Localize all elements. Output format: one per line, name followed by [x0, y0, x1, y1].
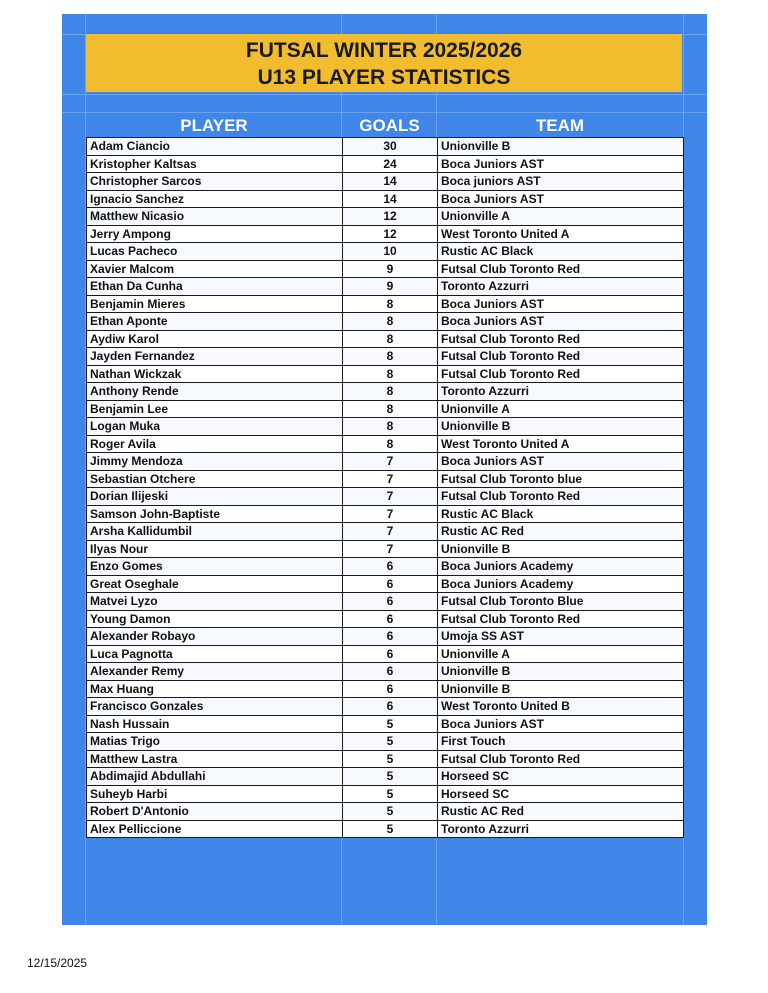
goals-cell: 5 [343, 768, 438, 786]
goals-cell: 5 [343, 820, 438, 838]
player-name-cell: Ethan Aponte [87, 313, 343, 331]
player-name-cell: Matthew Lastra [87, 750, 343, 768]
goals-cell: 14 [343, 173, 438, 191]
team-name-cell: Rustic AC Red [438, 523, 684, 541]
column-header-team: TEAM [535, 116, 585, 135]
goals-cell: 6 [343, 680, 438, 698]
team-name-cell: Futsal Club Toronto Red [438, 750, 684, 768]
team-name-cell: Rustic AC Black [438, 243, 684, 261]
table-row [87, 750, 684, 768]
player-name-cell: Xavier Malcom [87, 260, 343, 278]
goals-cell: 7 [343, 540, 438, 558]
player-name-cell: Matthew Nicasio [87, 208, 343, 226]
table-row [87, 715, 684, 733]
title-line-2: U13 PLAYER STATISTICS [257, 66, 511, 89]
table-row [87, 348, 684, 366]
goals-cell: 5 [343, 803, 438, 821]
player-name-cell: Benjamin Mieres [87, 295, 343, 313]
team-name-cell: Unionville A [438, 400, 684, 418]
team-name-cell: West Toronto United B [438, 698, 684, 716]
player-name-cell: Adam Ciancio [87, 138, 343, 156]
team-name-cell: Boca Juniors Academy [438, 558, 684, 576]
goals-cell: 8 [343, 295, 438, 313]
goals-cell: 7 [343, 488, 438, 506]
table-row [87, 225, 684, 243]
team-name-cell: West Toronto United A [438, 435, 684, 453]
player-name-cell: Alexander Robayo [87, 628, 343, 646]
table-header [86, 115, 682, 137]
goals-cell: 6 [343, 663, 438, 681]
goals-cell: 24 [343, 155, 438, 173]
table-row [87, 680, 684, 698]
goals-cell: 7 [343, 470, 438, 488]
table-row [87, 733, 684, 751]
table-row [87, 663, 684, 681]
table-row [87, 208, 684, 226]
goals-cell: 6 [343, 593, 438, 611]
table-row [87, 243, 684, 261]
team-name-cell: Futsal Club Toronto Red [438, 330, 684, 348]
table-row [87, 645, 684, 663]
stats-table [86, 137, 684, 838]
table-row [87, 365, 684, 383]
table-row [87, 803, 684, 821]
team-name-cell: Toronto Azzurri [438, 383, 684, 401]
player-name-cell: Dorian Ilijeski [87, 488, 343, 506]
player-name-cell: Robert D'Antonio [87, 803, 343, 821]
table-row [87, 593, 684, 611]
player-name-cell: Suheyb Harbi [87, 785, 343, 803]
goals-cell: 14 [343, 190, 438, 208]
table-row [87, 313, 684, 331]
player-name-cell: Jimmy Mendoza [87, 453, 343, 471]
table-row [87, 138, 684, 156]
player-name-cell: Logan Muka [87, 418, 343, 436]
goals-cell: 7 [343, 453, 438, 471]
player-name-cell: Christopher Sarcos [87, 173, 343, 191]
player-name-cell: Samson John-Baptiste [87, 505, 343, 523]
player-name-cell: Kristopher Kaltsas [87, 155, 343, 173]
goals-cell: 7 [343, 505, 438, 523]
table-row [87, 505, 684, 523]
player-name-cell: Sebastian Otchere [87, 470, 343, 488]
team-name-cell: Futsal Club Toronto Red [438, 365, 684, 383]
player-name-cell: Great Oseghale [87, 575, 343, 593]
table-row [87, 295, 684, 313]
team-name-cell: Unionville A [438, 645, 684, 663]
grid-line [62, 94, 707, 95]
goals-cell: 5 [343, 733, 438, 751]
team-name-cell: Unionville B [438, 138, 684, 156]
table-row [87, 575, 684, 593]
player-name-cell: Ethan Da Cunha [87, 278, 343, 296]
team-name-cell: Futsal Club Toronto Blue [438, 593, 684, 611]
goals-cell: 8 [343, 330, 438, 348]
team-name-cell: Boca Juniors AST [438, 190, 684, 208]
goals-cell: 6 [343, 698, 438, 716]
player-name-cell: Enzo Gomes [87, 558, 343, 576]
player-name-cell: Roger Avila [87, 435, 343, 453]
team-name-cell: Unionville A [438, 208, 684, 226]
player-name-cell: Matvei Lyzo [87, 593, 343, 611]
team-name-cell: Horseed SC [438, 768, 684, 786]
column-header-player: PLAYER [180, 116, 248, 135]
table-row [87, 418, 684, 436]
goals-cell: 8 [343, 365, 438, 383]
player-name-cell: Francisco Gonzales [87, 698, 343, 716]
column-header-goals: GOALS [359, 116, 420, 135]
team-name-cell: First Touch [438, 733, 684, 751]
goals-cell: 30 [343, 138, 438, 156]
stats-table-body [87, 138, 684, 838]
player-name-cell: Nash Hussain [87, 715, 343, 733]
goals-cell: 8 [343, 418, 438, 436]
goals-cell: 6 [343, 628, 438, 646]
table-row [87, 820, 684, 838]
team-name-cell: Boca Juniors AST [438, 155, 684, 173]
player-name-cell: Alexander Remy [87, 663, 343, 681]
team-name-cell: Rustic AC Red [438, 803, 684, 821]
table-row [87, 785, 684, 803]
table-row [87, 558, 684, 576]
player-name-cell: Alex Pelliccione [87, 820, 343, 838]
team-name-cell: Boca juniors AST [438, 173, 684, 191]
goals-cell: 5 [343, 715, 438, 733]
goals-cell: 6 [343, 610, 438, 628]
grid-line [62, 112, 707, 113]
team-name-cell: Boca Juniors AST [438, 295, 684, 313]
table-row [87, 383, 684, 401]
team-name-cell: Unionville B [438, 680, 684, 698]
team-name-cell: Boca Juniors AST [438, 453, 684, 471]
table-row [87, 540, 684, 558]
team-name-cell: Futsal Club Toronto blue [438, 470, 684, 488]
goals-cell: 7 [343, 523, 438, 541]
player-name-cell: Arsha Kallidumbil [87, 523, 343, 541]
goals-cell: 8 [343, 435, 438, 453]
team-name-cell: Boca Juniors AST [438, 715, 684, 733]
team-name-cell: Unionville B [438, 540, 684, 558]
goals-cell: 6 [343, 575, 438, 593]
table-row [87, 453, 684, 471]
team-name-cell: Futsal Club Toronto Red [438, 488, 684, 506]
player-name-cell: Young Damon [87, 610, 343, 628]
table-row [87, 628, 684, 646]
goals-cell: 9 [343, 278, 438, 296]
title-banner [86, 34, 682, 92]
team-name-cell: Rustic AC Black [438, 505, 684, 523]
goals-cell: 5 [343, 785, 438, 803]
goals-cell: 8 [343, 400, 438, 418]
player-name-cell: Abdimajid Abdullahi [87, 768, 343, 786]
player-name-cell: Ignacio Sanchez [87, 190, 343, 208]
player-name-cell: Aydiw Karol [87, 330, 343, 348]
stats-sheet [62, 14, 707, 925]
team-name-cell: Umoja SS AST [438, 628, 684, 646]
goals-cell: 6 [343, 645, 438, 663]
table-row [87, 278, 684, 296]
footer-date: 12/15/2025 [27, 956, 88, 970]
player-name-cell: Lucas Pacheco [87, 243, 343, 261]
team-name-cell: Toronto Azzurri [438, 278, 684, 296]
team-name-cell: Horseed SC [438, 785, 684, 803]
table-row [87, 155, 684, 173]
goals-cell: 8 [343, 348, 438, 366]
player-name-cell: Anthony Rende [87, 383, 343, 401]
table-row [87, 768, 684, 786]
player-name-cell: Max Huang [87, 680, 343, 698]
goals-cell: 8 [343, 313, 438, 331]
table-row [87, 488, 684, 506]
team-name-cell: Futsal Club Toronto Red [438, 610, 684, 628]
player-name-cell: Jerry Ampong [87, 225, 343, 243]
team-name-cell: Boca Juniors AST [438, 313, 684, 331]
player-name-cell: Ilyas Nour [87, 540, 343, 558]
team-name-cell: Unionville B [438, 418, 684, 436]
team-name-cell: Futsal Club Toronto Red [438, 348, 684, 366]
team-name-cell: Unionville B [438, 663, 684, 681]
goals-cell: 9 [343, 260, 438, 278]
table-row [87, 698, 684, 716]
player-name-cell: Luca Pagnotta [87, 645, 343, 663]
team-name-cell: West Toronto United A [438, 225, 684, 243]
title-line-1: FUTSAL WINTER 2025/2026 [245, 39, 523, 62]
player-name-cell: Matias Trigo [87, 733, 343, 751]
table-row [87, 330, 684, 348]
player-name-cell: Jayden Fernandez [87, 348, 343, 366]
table-row [87, 260, 684, 278]
goals-cell: 10 [343, 243, 438, 261]
table-row [87, 400, 684, 418]
goals-cell: 12 [343, 208, 438, 226]
team-name-cell: Toronto Azzurri [438, 820, 684, 838]
goals-cell: 8 [343, 383, 438, 401]
table-row [87, 523, 684, 541]
goals-cell: 12 [343, 225, 438, 243]
team-name-cell: Futsal Club Toronto Red [438, 260, 684, 278]
goals-cell: 6 [343, 558, 438, 576]
table-row [87, 190, 684, 208]
table-row [87, 470, 684, 488]
player-name-cell: Benjamin Lee [87, 400, 343, 418]
goals-cell: 5 [343, 750, 438, 768]
table-row [87, 435, 684, 453]
player-name-cell: Nathan Wickzak [87, 365, 343, 383]
table-row [87, 173, 684, 191]
table-row [87, 610, 684, 628]
team-name-cell: Boca Juniors Academy [438, 575, 684, 593]
